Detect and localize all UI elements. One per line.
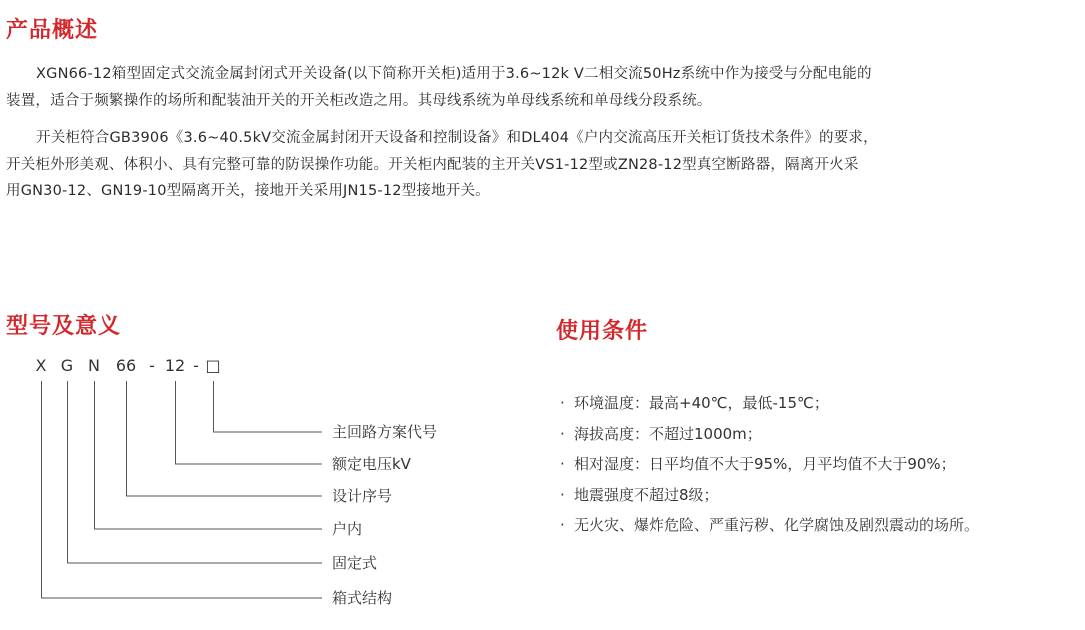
bracket-line-scheme <box>214 381 323 432</box>
paragraph-line: 开关柜符合GB3906《3.6~40.5kV交流金属封闭开天设备和控制设备》和DL404《户内交流高压开关柜订货技术条件》的要求， <box>36 130 878 146</box>
condition-text: 环境温度：最高+40℃，最低-15℃； <box>574 394 829 412</box>
condition-text: 无火灾、爆炸危险、严重污秽、化学腐蚀及剧烈震动的场所。 <box>574 516 980 534</box>
condition-item <box>560 391 979 422</box>
bracket-line-voltage <box>176 381 323 464</box>
bracket-line-indoor <box>95 381 323 529</box>
code-part-n: N <box>88 356 100 375</box>
bracket-line-fixed <box>68 381 323 563</box>
bracket-line-design <box>127 381 323 496</box>
code-part-dash: - <box>149 356 155 375</box>
overview-heading: 产品概述 <box>6 18 99 43</box>
paragraph-line: 开关柜外形美观、体积小、具有完整可靠的防误操作功能。开关柜内配装的主开关VS1-12型或ZN28-12型真空断路器，隔离开火采 <box>6 156 859 173</box>
meaning-voltage: 额定电压kV <box>332 455 411 473</box>
bracket-line-box <box>42 381 323 598</box>
meaning-scheme: 主回路方案代号 <box>332 423 438 441</box>
bullet-dot: · <box>560 485 565 504</box>
condition-item <box>560 483 979 514</box>
bullet-dot: · <box>560 424 565 443</box>
condition-text: 相对湿度：日平均值不大于95%，月平均值不大于90%； <box>574 455 956 473</box>
code-part-66: 66 <box>115 356 137 375</box>
bullet-dot: · <box>560 516 565 534</box>
code-part-12: 12 <box>164 356 186 375</box>
condition-text: 地震强度不超过8级； <box>574 485 719 504</box>
meaning-indoor: 户内 <box>332 520 363 538</box>
bullet-dot: · <box>560 455 565 473</box>
paragraph-line: 用GN30-12、GN19-10型隔离开关，接地开关采用JN15-12型接地开关。 <box>6 183 490 199</box>
meaning-design-number: 设计序号 <box>332 487 393 505</box>
code-part-x: X <box>35 356 47 375</box>
conditions-list <box>560 391 979 544</box>
condition-item <box>560 452 979 483</box>
condition-item <box>560 513 979 544</box>
bullet-dot: · <box>560 394 565 412</box>
code-part-g: G <box>60 356 74 375</box>
model-heading: 型号及意义 <box>6 314 122 339</box>
paragraph-line: 装置，适合于频繁操作的场所和配装油开关的开关柜改造之用。其母线系统为单母线系统和单母线分段系统。 <box>6 92 712 109</box>
paragraph-line: XGN66-12箱型固定式交流金属封闭式开关设备(以下简称开关柜)适用于3.6~12k V二相交流50Hz系统中作为接受与分配电能的 <box>36 66 872 82</box>
meaning-fixed: 固定式 <box>332 554 378 572</box>
code-part-box: □ <box>205 356 221 375</box>
condition-text: 海拔高度：不超过1000m； <box>574 424 762 443</box>
conditions-heading: 使用条件 <box>556 319 649 344</box>
condition-item <box>560 422 979 453</box>
code-part-dash: - <box>193 356 199 375</box>
meaning-box-structure: 箱式结构 <box>332 589 393 607</box>
